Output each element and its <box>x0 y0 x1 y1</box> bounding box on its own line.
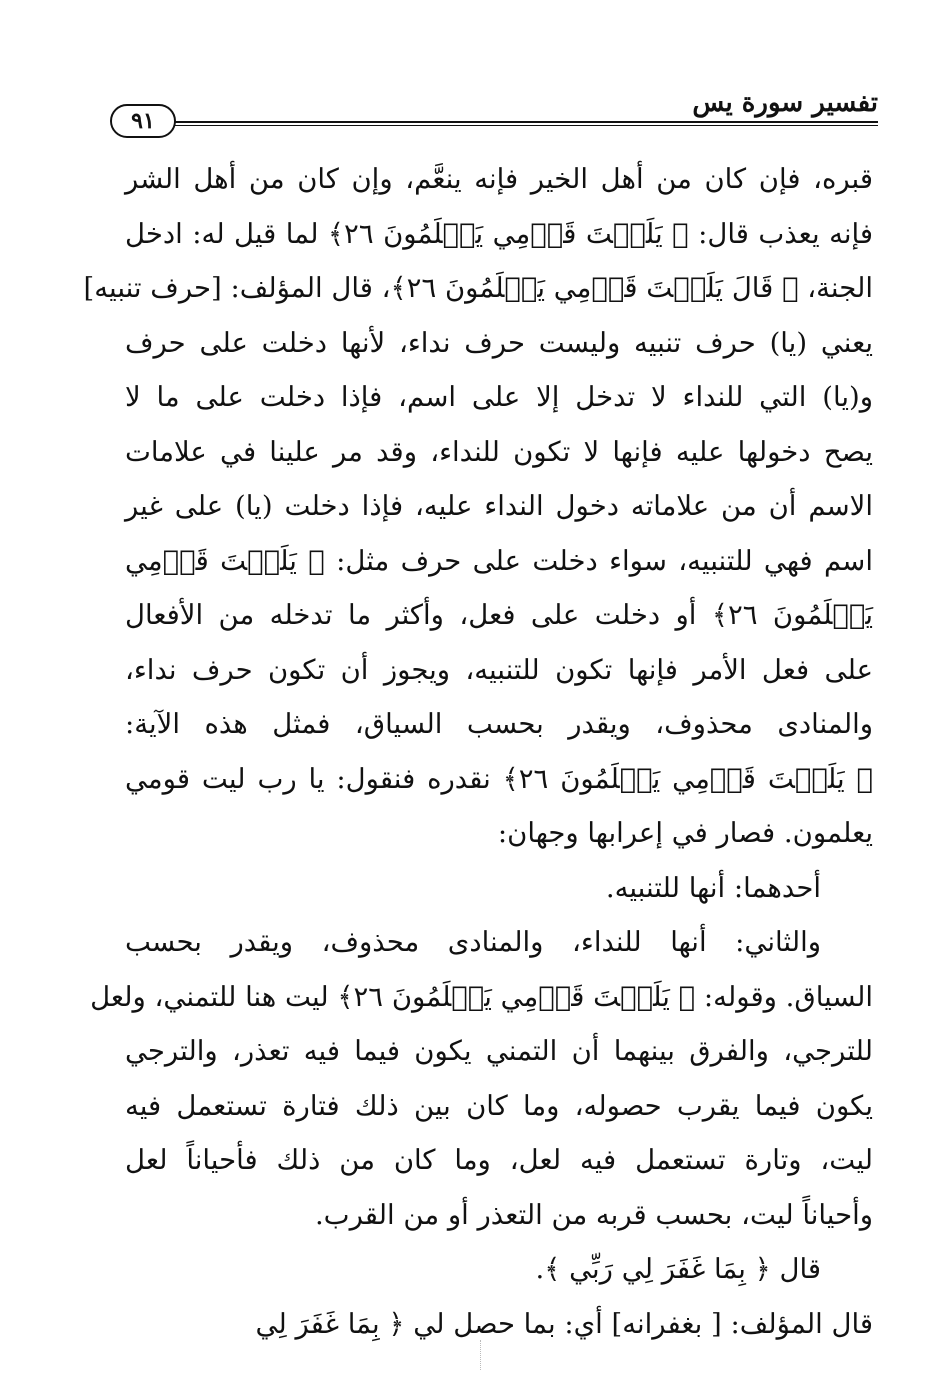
text-line: يصح دخولها عليه فإنها لا تكون للنداء، وقد مر علينا في علامات <box>125 435 873 468</box>
text-line: وأحياناً ليت، بحسب قربه من التعذر أو من القرب. <box>314 1198 873 1231</box>
text-line: السياق. وقوله: ﴿ يَلَيۡتَ قَوۡمِي يَعۡلَمُونَ ٢٦﴾ ليت هنا للتمني، ولعل <box>90 980 873 1013</box>
text-line: ليت، وتارة تستعمل فيه لعل، وما كان من ذلك فأحياناً لعل <box>125 1144 873 1176</box>
header-rule <box>168 121 878 126</box>
text-line: و(يا) التي للنداء لا تدخل إلا على اسم، فإذا دخلت على ما لا <box>125 381 873 413</box>
page-header <box>110 88 878 144</box>
text-line: والثاني: أنها للنداء، والمنادى محذوف، ويقدر بحسب <box>125 926 821 958</box>
text-line: يكون فيما يقرب حصوله، وما كان بين ذلك فتارة تستعمل فيه <box>125 1089 873 1122</box>
text-line: قال المؤلف: [ بغفرانه] أي: بما حصل لي ﴿ بِمَا غَفَرَ لِي <box>255 1307 873 1340</box>
text-line: للترجي، والفرق بينهما أن التمني يكون فيما فيه تعذر، والترجي <box>125 1035 873 1067</box>
text-line: على فعل الأمر فإنها تكون للتنبيه، ويجوز أن تكون حرف نداء، <box>125 653 873 686</box>
text-line: قال ﴿ بِمَا غَفَرَ لِي رَبِّي ﴾. <box>535 1253 821 1285</box>
text-line: يعلمون. فصار في إعرابها وجهان: <box>497 817 873 849</box>
running-title: تفسير سورة يس <box>692 88 878 118</box>
text-line: أحدهما: أنها للتنبيه. <box>605 871 821 904</box>
text-line: والمنادى محذوف، ويقدر بحسب السياق، فمثل هذه الآية: <box>125 708 873 740</box>
page-number: ٩١ <box>110 104 176 138</box>
text-line: الجنة، ﴿ قَالَ يَلَيۡتَ قَوۡمِي يَعۡلَمُونَ ٢٦﴾، قال المؤلف: [حرف تنبيه] <box>83 272 873 304</box>
text-line: يعني (يا) حرف تنبيه وليست حرف نداء، لأنها دخلت على حرف <box>125 326 873 359</box>
text-line: فإنه يعذب قال: ﴿ يَلَيۡتَ قَوۡمِي يَعۡلَمُونَ ٢٦﴾ لما قيل له: ادخل <box>125 217 873 250</box>
text-line: الاسم أن من علاماته دخول النداء عليه، فإذا دخلت (يا) على غير <box>125 490 873 522</box>
text-line: اسم فهي للتنبيه، سواء دخلت على حرف مثل: ﴿ يَلَيۡتَ قَوۡمِي <box>125 544 873 577</box>
text-line: يَعۡلَمُونَ ٢٦﴾ أو دخلت على فعل، وأكثر ما تدخله من الأفعال <box>125 599 873 631</box>
body-text <box>83 152 873 1351</box>
text-line: ﴿ يَلَيۡتَ قَوۡمِي يَعۡلَمُونَ ٢٦﴾ نقدره فنقول: يا رب ليت قومي <box>125 762 873 795</box>
text-line: قبره، فإن كان من أهل الخير فإنه ينعَّم، وإن كان من أهل الشر <box>125 163 873 195</box>
page-edge-mark <box>480 1340 482 1370</box>
